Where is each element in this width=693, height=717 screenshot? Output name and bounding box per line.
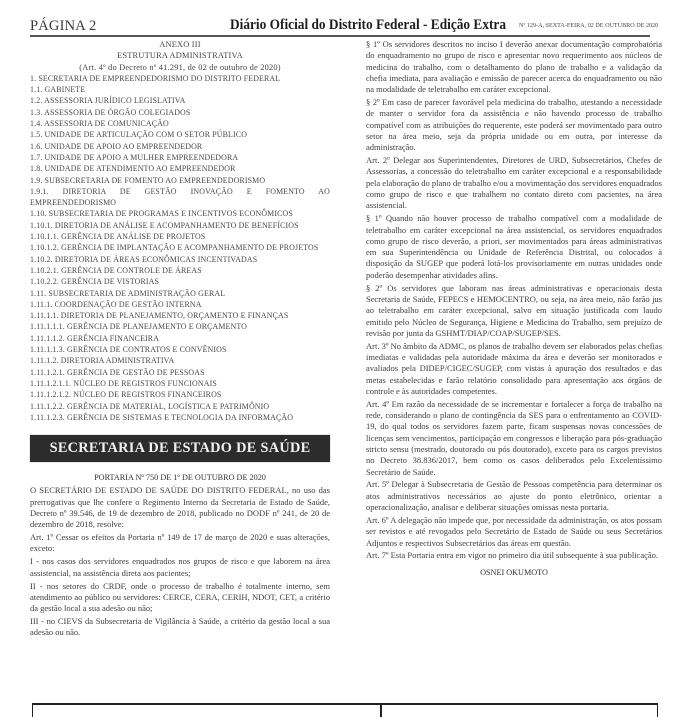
structure-list (30, 73, 330, 423)
structure-item: 1.2. ASSESSORIA JURÍDICO LEGISLATIVA (30, 96, 186, 106)
structure-item: 1.10.2.1. GERÊNCIA DE CONTROLE DE ÁREAS (30, 265, 202, 275)
article-paragraph: Art. 4º Em razão da necessidade de se incrementar e fortalecer a força de trabalho na rede, considerando o plano de contingência da SES para o enfrentamento ao COVID-19, do qual todos os servidores fazem parte, ficam suspensas novas concessões de licenças sem vencimentos, participação em congressos e liberação para pós-graduação stricto sensu (mestrado, doutorado ou pós doutorado), exceto para os cargos previstos no Decreto 38.836/2017, bem como os casos deliberados pelo Excelentíssimo Secretário de Saúde. (366, 398, 662, 477)
structure-item: 1.11.1.1.3. GERÊNCIA DE CONTRATOS E CONVÊNIOS (30, 345, 227, 355)
article-paragraph: II - nos setores do CRDF, onde o processo de trabalho é totalmente interno, sem atendimento ao público ou servidores: CERCE, CERA, CERIH, NDOT, CET, a critério da gestão local a sua adesão ou não; (30, 580, 330, 614)
right-column (366, 39, 662, 578)
structure-item: 1.1. GABINETE (30, 85, 86, 95)
annex-subtitle: ESTRUTURA ADMINISTRATIVA (117, 51, 243, 61)
structure-item: 1.10.1.1. GERÊNCIA DE ANÁLISE DE PROJETOS (30, 232, 206, 242)
structure-item: 1.11.1.2.3. GERÊNCIA DE SISTEMAS E TECNOLOGIA DA INFORMAÇÃO (30, 412, 294, 422)
structure-item: 1.10. SUBSECRETARIA DE PROGRAMAS E INCENTIVOS ECONÔMICOS (30, 209, 293, 219)
article-paragraph: III - no CIEVS da Subsecretaria de Vigilância à Saúde, a critério da gestão local a sua adesão ou não. (30, 616, 330, 638)
article-paragraph: Art. 3º No âmbito da ADMC, os planos de trabalho devem ser elaborados pelas chefias imediatas e validadas pela autoridade máxima da área e deverão ser monitorados e avaliados pela DIDEP/CIGEC/SUGEP, com vistas à apuração dos resultados e das metas estabelecidas e farão relatório consolidado para apresentação aos órgãos de controle e às autoridades competentes. (366, 340, 662, 396)
structure-item: 1.10.1.2. GERÊNCIA DE IMPLANTAÇÃO E ACOMPANHAMENTO DE PROJETOS (30, 243, 319, 253)
structure-item: 1.3. ASSESSORIA DE ÓRGÃO COLEGIADOS (30, 107, 191, 117)
article-paragraph: § 1º Os servidores descritos no inciso I deverão anexar documentação comprobatória do enquadramento no grupo de risco e apresentar novo requerimento aos núcleos de medicina do trabalho, com o detalhamento do plano de trabalho e a validação da chefia imediata, para avaliação e emissão de parecer acerca do enquadramento ou não na modalidade de teletrabalho em caráter excepcional. (366, 39, 662, 95)
structure-item: 1.11.1.2.1.1. NÚCLEO DE REGISTROS FUNCIONAIS (30, 378, 217, 388)
structure-item: 1.9.1. DIRETORIA DE GESTÃO INOVAÇÃO E FOMENTO AO EMPREENDEDORISMO (30, 186, 330, 208)
edition-info: Nº 129-A, SEXTA-FEIRA, 02 DE OUTUBRO DE 2020 (519, 22, 659, 29)
structure-item: 1.7. UNIDADE DE APOIO A MULHER EMPREENDEDORA (30, 152, 239, 162)
portaria-title: PORTARIA Nº 750 DE 1º DE OUTUBRO DE 2020 (94, 473, 266, 483)
structure-item: 1.4. ASSESSORIA DE COMUNICAÇÃO (30, 119, 169, 129)
article-paragraph: Art. 5º Delegar à Subsecretaria de Gestão de Pessoas competência para determinar os atos administrativos necessários ao ajuste do ponto eletrônico, orientar a operacionalização, analisar e deliberar situações omissas nesta portaria. (366, 479, 662, 513)
article-paragraph: Art. 1º Cessar os efeitos da Portaria nº 149 de 17 de março de 2020 e suas alterações, exceto: (30, 532, 330, 554)
structure-item: 1.10.2. DIRETORIA DE ÁREAS ECONÔMICAS INCENTIVADAS (30, 254, 258, 264)
signature: OSNEI OKUMOTO (480, 567, 548, 577)
article-paragraph: § 2º Em caso de parecer favorável pela medicina do trabalho, atestando a necessidade de manter o servidor fora da assistência e não havendo processo de trabalho compatível com as atribuições do requerente, este poderá ser movimentado para outro setor na área meio, seja da própria unidade ou em outra, por interesse da administração. (366, 97, 662, 153)
structure-item: 1.11.1.1. DIRETORIA DE PLANEJAMENTO, ORÇAMENTO E FINANÇAS (30, 311, 289, 321)
structure-item: 1.11.1.2.1.2. NÚCLEO DE REGISTROS FINANCEIROS (30, 390, 222, 400)
structure-item: 1.10.2.2. GERÊNCIA DE VISTORIAS (30, 277, 160, 287)
publication-title: Diário Oficial do Distrito Federal - Edição Extra (230, 17, 507, 33)
structure-item: 1.11.1.1.2. GERÊNCIA FINANCEIRA (30, 333, 160, 343)
article-paragraph: I - nos casos dos servidores enquadrados nos grupos de risco e que laborem na área assistencial, na assistência direta aos pacientes; (30, 556, 330, 578)
structure-item: 1.11. SUBSECRETARIA DE ADMINISTRAÇÃO GERAL (30, 288, 226, 298)
structure-item: 1.10.1. DIRETORIA DE ANÁLISE E ACOMPANHAMENTO DE BENEFÍCIOS (30, 220, 299, 230)
section-banner: SECRETARIA DE ESTADO DE SAÚDE (30, 435, 330, 462)
structure-item: 1.6. UNIDADE DE APOIO AO EMPREENDEDOR (30, 141, 203, 151)
structure-item: 1. SECRETARIA DE EMPREENDEDORISMO DO DISTRITO FEDERAL (30, 73, 281, 83)
next-section-box-right (380, 703, 658, 717)
article-paragraph: Art. 7º Esta Portaria entra em vigor no primeiro dia útil subsequente à sua publicação. (366, 550, 659, 561)
left-column (30, 39, 330, 640)
structure-item: 1.8. UNIDADE DE ATENDIMENTO AO EMPREENDEDOR (30, 164, 236, 174)
page-header (30, 17, 659, 34)
structure-item: 1.5. UNIDADE DE ARTICULAÇÃO COM O SETOR PÚBLICO (30, 130, 248, 140)
structure-item: 1.11.1.1.1. GERÊNCIA DE PLANEJAMENTO E ORÇAMENTO (30, 322, 248, 332)
structure-item: 1.11.1.2.1. GERÊNCIA DE GESTÃO DE PESSOAS (30, 367, 205, 377)
structure-item: 1.11.1.2.2. GERÊNCIA DE MATERIAL, LOGÍSTICA E PATRIMÔNIO (30, 401, 270, 411)
structure-item: 1.11.1.2. DIRETORIA ADMINISTRATIVA (30, 356, 175, 366)
structure-item: 1.11.1. COORDENAÇÃO DE GESTÃO INTERNA (30, 299, 202, 309)
article-paragraph: § 1º Quando não houver processo de trabalho compatível com a modalidade de teletrabalho em caráter excepcional na área assistencial, os servidores enquadrados como grupo de risco deverão, a priori, ser movimentados para áreas administrativas em sua Superintendência ou Unidade de Referência Distrital, ou colocados à disposição da SUGEP que poderá lotá-los provisoriamente em outras unidades onde poderão desempenhar atividades afins. (366, 213, 662, 280)
structure-item: 1.9. SUBSECRETARIA DE FOMENTO AO EMPREENDEDORISMO (30, 175, 266, 185)
article-paragraph: § 2º Os servidores que laboram nas áreas administrativas e operacionais desta Secretaria de Saúde, FEPECS e HEMOCENTRO, ou seja, na área meio, não farão jus ao teletrabalho em caráter excepcional, salvo em situação justificada com laudo emitido pelo Núcleo de Segurança, Higiene e Medicina do Trabalho, sem prejuízo de revisão por junta da GSHMT/DIAP/COAP/SUGEP/SES. (366, 282, 662, 338)
annex-title: ANEXO III (159, 40, 201, 49)
next-section-box-left (32, 703, 382, 717)
portaria-preamble: O SECRETÁRIO DE ESTADO DE SAÚDE DO DISTRITO FEDERAL, no uso das prerrogativas que lhe confere o Regimento Interno da Secretaria de Estado de Saúde, Decreto nº 39.546, de 19 de dezembro de 2018, publicado no DODF nº 241, de 20 de dezembro de 2018, resolve: (30, 485, 330, 530)
annex-reference: (Art. 4º do Decreto nº 41.291, de 02 de outubro de 2020) (79, 62, 281, 72)
page-number: PÁGINA 2 (30, 18, 97, 34)
header-rule (30, 35, 650, 37)
article-paragraph: Art. 6º A delegação não impede que, por necessidade da administração, os atos possam ser revistos e até revogados pelo Secretário de Estado de Saúde ou seus Secretários Adjuntos e respectivos Subsecretários das áreas em questão. (366, 514, 662, 548)
article-paragraph: Art. 2º Delegar aos Superintendentes, Diretores de URD, Subsecretários, Chefes de Assessorias, a concessão do teletrabalho em caráter excepcional e a responsabilidade pela elaboração do plano de trabalho e/ou a movimentação dos servidores enquadrados como grupo de risco e que trabalhem no contato direto com pacientes, na área assistencial. (366, 155, 662, 211)
